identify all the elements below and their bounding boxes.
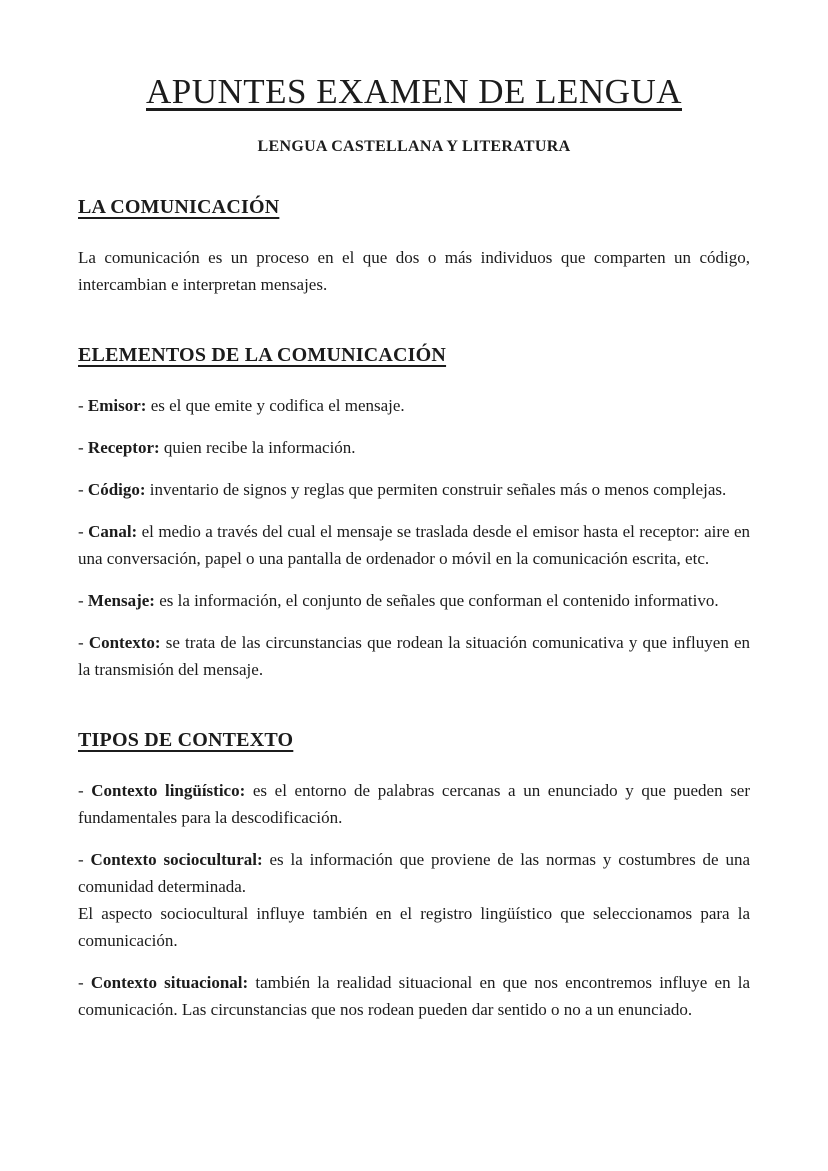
bullet-dash: - xyxy=(78,973,84,992)
item-label: Contexto situacional: xyxy=(90,973,249,992)
item-label: Contexto sociocultural: xyxy=(90,850,263,869)
page-title: APUNTES EXAMEN DE LENGUA xyxy=(146,72,682,111)
bullet-dash: - xyxy=(78,591,84,610)
intro-paragraph: La comunicación es un proceso en el que dos o más individuos que comparten un código, intercambian e interpretan mensajes. xyxy=(78,248,750,294)
item-text: es el que emite y codifica el mensaje. xyxy=(150,396,405,415)
item-label: Emisor: xyxy=(87,396,147,415)
item-label: Receptor: xyxy=(87,438,160,457)
item-label: Mensaje: xyxy=(87,591,155,610)
section-heading-elementos: ELEMENTOS DE LA COMUNICACIÓN xyxy=(78,344,447,366)
item-label: Contexto lingüístico: xyxy=(91,781,246,800)
item-text: inventario de signos y reglas que permiten construir señales más o menos complejas. xyxy=(149,480,727,499)
list-item-mensaje xyxy=(78,587,750,614)
section-heading-la-comunicacion: LA COMUNICACIÓN xyxy=(78,196,280,218)
bullet-dash: - xyxy=(78,850,84,869)
bullet-dash: - xyxy=(78,396,84,415)
bullet-dash: - xyxy=(78,633,84,652)
list-item-contexto-situacional xyxy=(78,969,750,1023)
list-item-emisor xyxy=(78,392,750,419)
list-item-contexto-sociocultural xyxy=(78,846,750,954)
section-heading-tipos-de-contexto: TIPOS DE CONTEXTO xyxy=(78,729,294,751)
item-text: quien recibe la información. xyxy=(163,438,356,457)
bullet-dash: - xyxy=(78,480,84,499)
list-item-codigo xyxy=(78,476,750,503)
bullet-dash: - xyxy=(78,781,84,800)
item-label: Código: xyxy=(87,480,146,499)
bullet-dash: - xyxy=(78,522,84,541)
item-text: es la información que proviene de las normas y costumbres de una comunidad determinada. xyxy=(78,850,750,896)
item-text: también la realidad situacional en que nos encontremos influye en la comunicación. Las circunstancias que nos rodean pueden dar sentido o no a un enunciado. xyxy=(78,973,751,1019)
bullet-dash: - xyxy=(78,438,84,457)
item-text: se trata de las circunstancias que rodean la situación comunicativa y que influyen en la transmisión del mensaje. xyxy=(78,633,751,679)
item-text: el medio a través del cual el mensaje se traslada desde el emisor hasta el receptor: aire en una conversación, papel o una pantalla de ordenador o móvil en la comunicación escrita, etc. xyxy=(78,522,751,568)
page-subtitle: LENGUA CASTELLANA Y LITERATURA xyxy=(257,138,571,155)
list-item-canal xyxy=(78,518,750,572)
item-label: Contexto: xyxy=(88,633,161,652)
item-text: es la información, el conjunto de señales que conforman el contenido informativo. xyxy=(159,591,719,610)
list-item-receptor xyxy=(78,434,750,461)
list-item-contexto xyxy=(78,629,750,683)
list-item-contexto-linguistico xyxy=(78,777,750,831)
item-text: es el entorno de palabras cercanas a un enunciado y que pueden ser fundamentales para la descodificación. xyxy=(78,781,751,827)
item-label: Canal: xyxy=(88,522,138,541)
item-note: El aspecto sociocultural influye también en el registro lingüístico que seleccionamos para la comunicación. xyxy=(78,904,750,950)
